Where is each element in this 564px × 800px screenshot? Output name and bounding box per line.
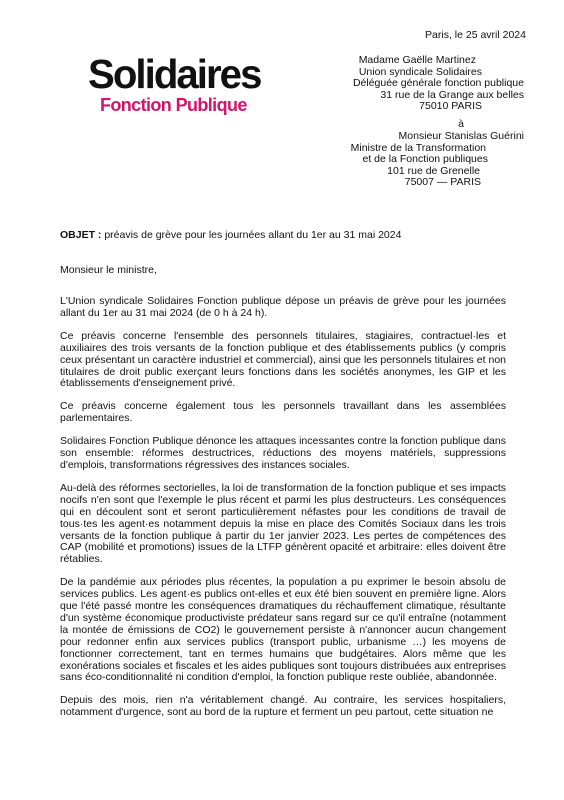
address-separator: à: [458, 118, 464, 130]
solidaires-logo: [88, 52, 268, 116]
letter-date: Paris, le 25 avril 2024: [425, 29, 526, 41]
salutation: Monsieur le ministre,: [60, 264, 157, 276]
body-paragraph: Ce préavis concerne l'ensemble des personnels titulaires, stagiaires, contractuel·les et auxiliaires des trois versants de la fonction publique et des établissements publics (y compris ceux présentant un caractère industriel et commercial), ainsi que les personnels titulaires et non titulaires de droit public exerçant leurs fonctions dans les sociétés anonymes, les GIP et les établissements d'enseignement privé.: [60, 329, 506, 390]
subject-line: [60, 229, 401, 242]
recipient-line: Monsieur Stanislas Guérini: [398, 130, 524, 142]
sender-line: Déléguée générale fonction publique: [352, 77, 524, 90]
recipient-line: 101 rue de Grenelle: [387, 164, 480, 177]
sender-line: Union syndicale Solidaires: [358, 65, 482, 78]
body-paragraph: L'Union syndicale Solidaires Fonction publique dépose un préavis de grève pour les journées allant du 1er au 31 mai 2024 (de 0 h à 24 h).: [60, 295, 506, 319]
logo-main-text: Solidaires: [88, 51, 261, 97]
recipient-line: Ministre de la Transformation: [350, 141, 486, 154]
body-paragraph: Solidaires Fonction Publique dénonce les attaques incessantes contre la fonction publique dans son ensemble: réformes destructrices, réductions des moyens matériels, suppressions d'emplois, transformations régressives des instances sociales.: [60, 435, 506, 471]
recipient-address: [351, 131, 526, 189]
sender-line: 31 rue de la Grange aux belles: [380, 88, 524, 101]
body-paragraph: Depuis des mois, rien n'a véritablement changé. Au contraire, les services hospitaliers, notamment d'urgence, sont au bord de la rupture et ferment un peu partout, cette situation ne: [60, 694, 506, 719]
sender-line: Madame Gaëlle Martinez: [358, 54, 476, 66]
recipient-line: et de la Fonction publiques: [362, 153, 488, 166]
sender-address: [353, 55, 526, 113]
subject-text: préavis de grève pour les journées allant du 1er au 31 mai 2024: [101, 229, 402, 241]
body-paragraph: Ce préavis concerne également tous les personnels travaillant dans les assemblées parlementaires.: [60, 400, 506, 425]
letter-body: [60, 296, 506, 730]
subject-label: OBJET :: [60, 229, 102, 241]
body-paragraph: De la pandémie aux périodes plus récentes, la population a pu exprimer le besoin absolu de services publics. Les agent·es publics ont-elles et eux été bien souvent en première ligne. Alors que l'été passé montre les conséquences dramatiques du réchauffement climatique, résultante d'un système économique productiviste prédateur sans regard sur ce qu'il entraîne (notamment la montée de émissions de CO2) le gouvernement persiste à n'annoncer aucun changement pour redonner enfin aux services publics (transport public, urbanisme …) les moyens de fonctionner correctement, tant en termes humains que budgétaires. Alors même que les exonérations sociales et fiscales et les aides publiques sont toujours distribuées aux entreprises sans éco-conditionnalité ni condition d'emploi, la fonction publique reste oubliée, abandonnée.: [60, 576, 506, 684]
body-paragraph: Au-delà des réformes sectorielles, la loi de transformation de la fonction publique et ses impacts nocifs n'en sont que l'exemple le plus récent et parmi les plus destructeurs. Les conséquences qui en découlent sont et seront particulièrement néfastes pour les conditions de travail de tous·tes les agent·es notamment depuis la mise en place des Comités Sociaux dans les trois versants de la fonction publique à partir du 1er janvier 2023. Les pertes de compétences des CAP (mobilité et promotions) issues de la LTFP génèrent opacité et arbitraire: elles doivent être rétablies.: [60, 481, 506, 566]
logo-sub-text: Fonction Publique: [100, 95, 247, 115]
sender-line: 75010 PARIS: [419, 100, 482, 113]
recipient-line: 75007 — PARIS: [404, 176, 481, 189]
